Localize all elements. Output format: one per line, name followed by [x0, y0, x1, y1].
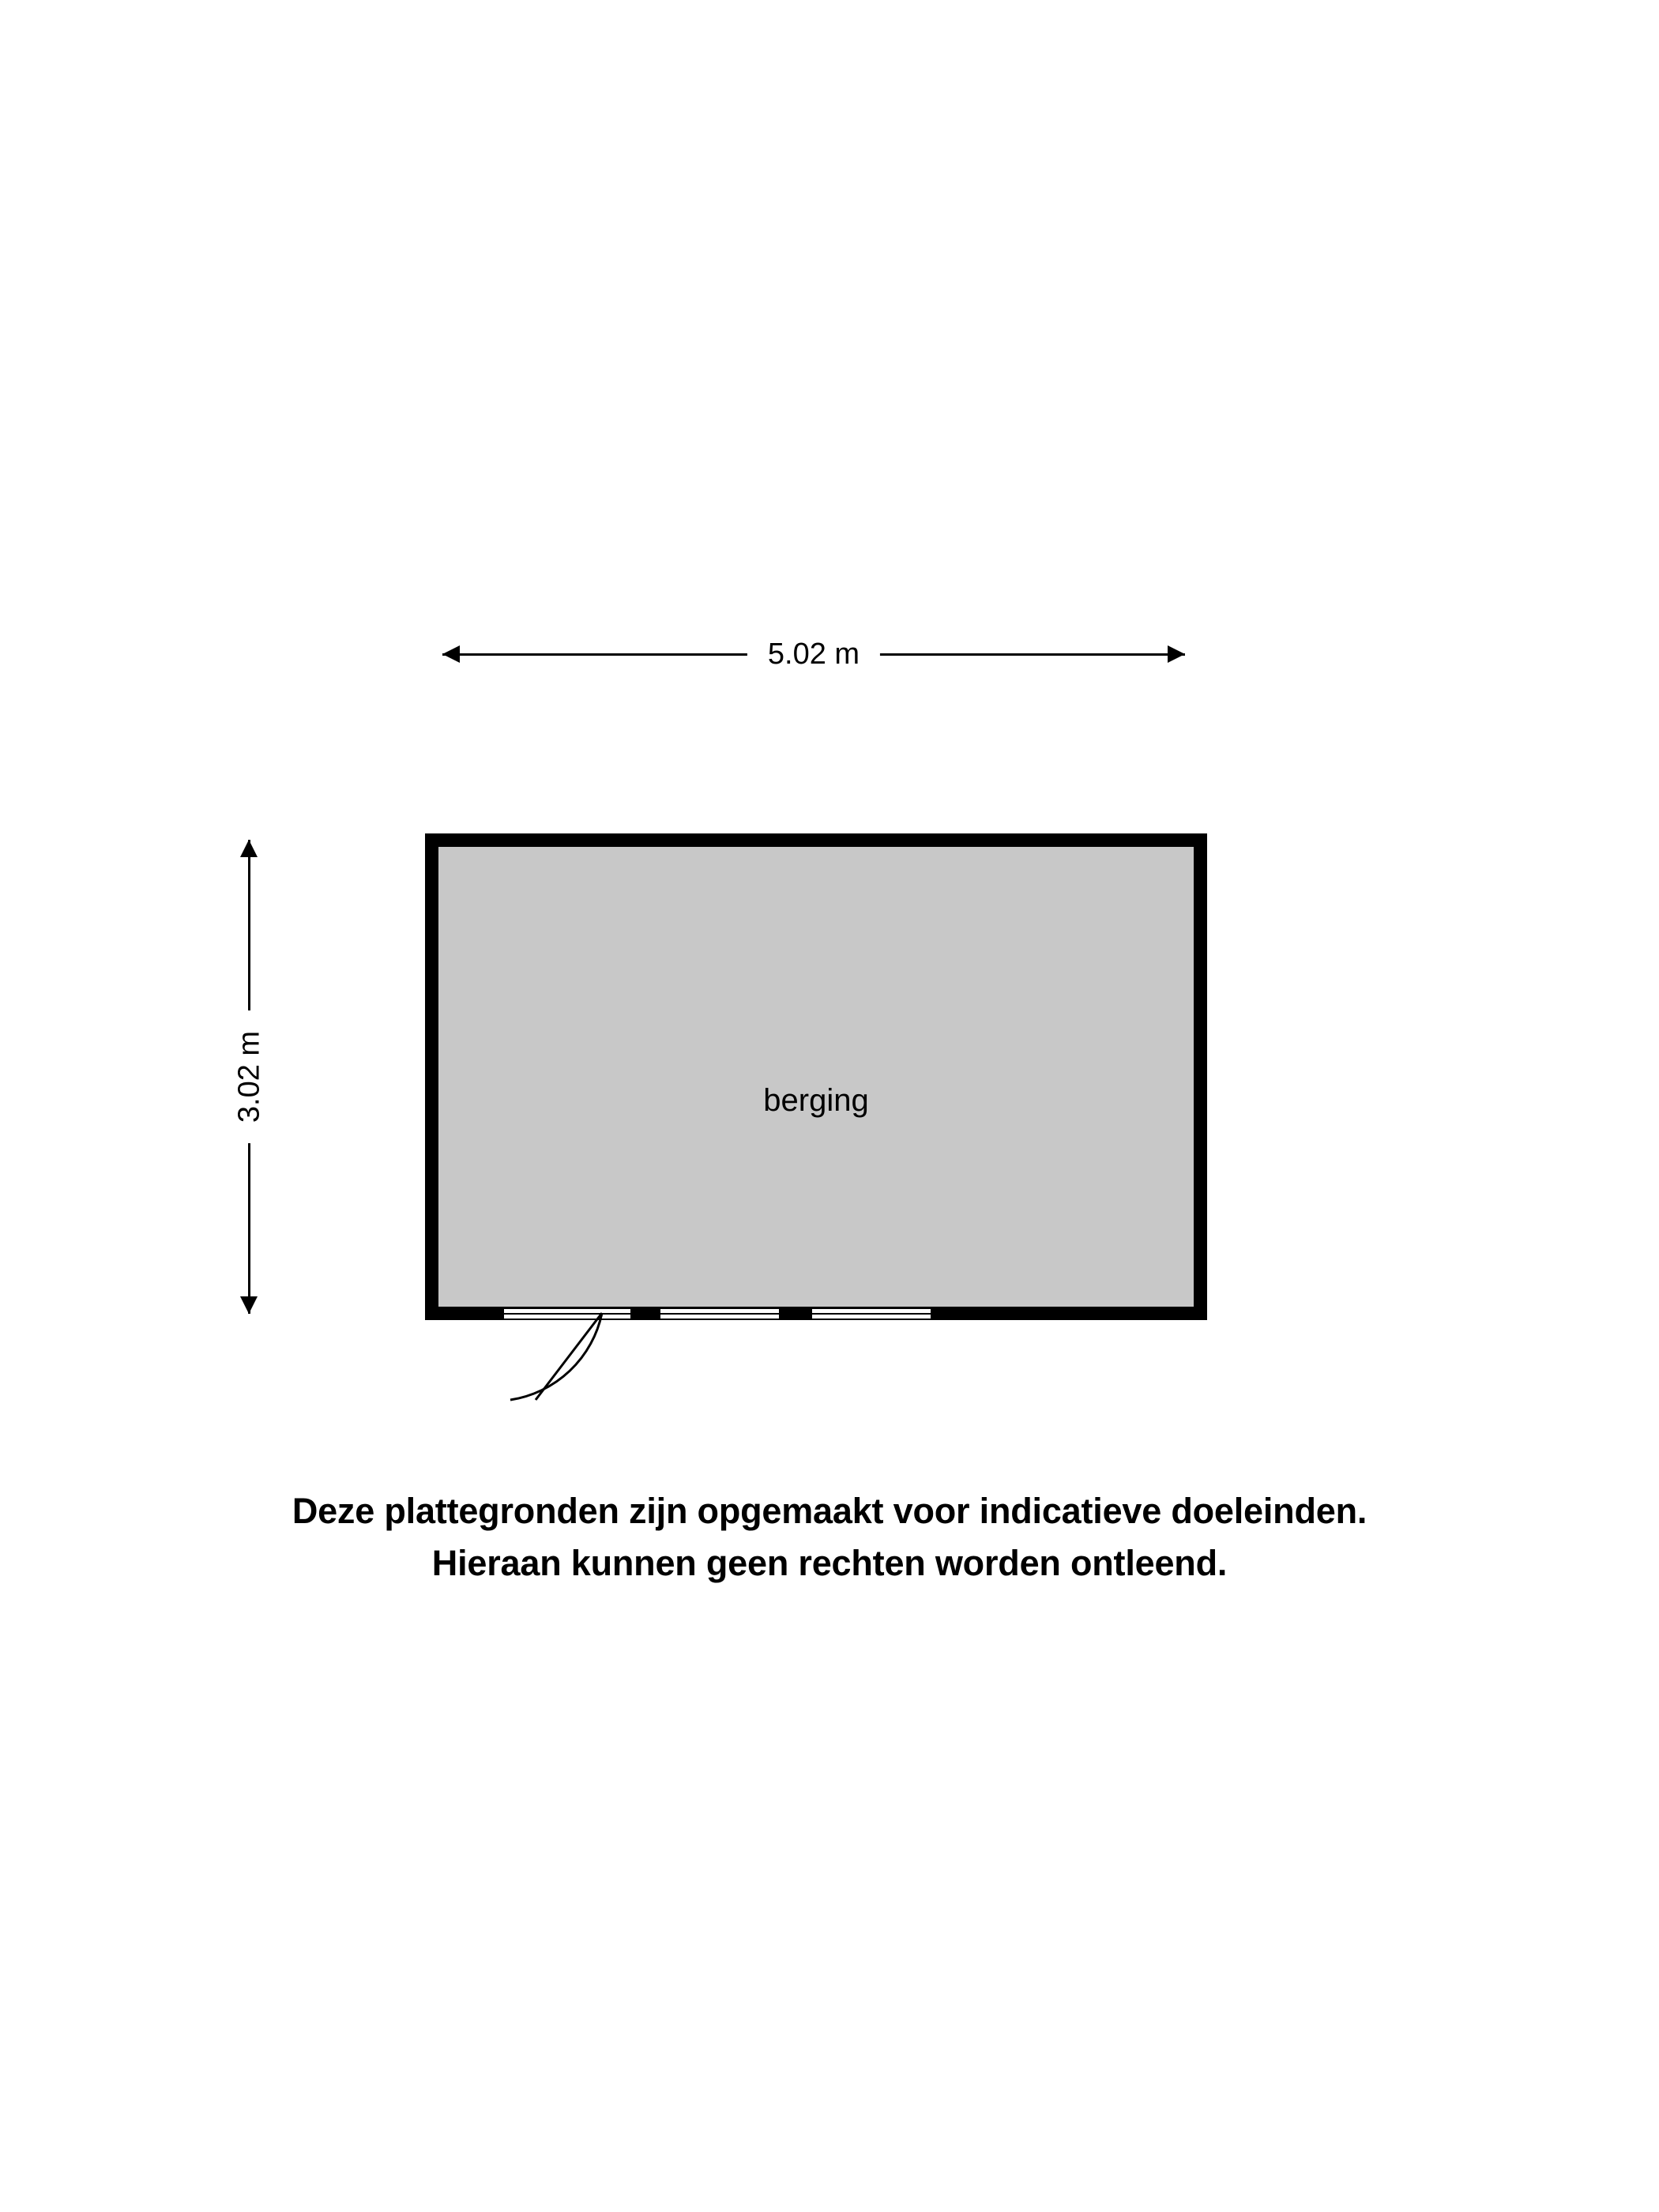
disclaimer-line-2: Hieraan kunnen geen rechten worden ontleend. [431, 1543, 1228, 1583]
window-mullion [812, 1313, 931, 1315]
window-mullion [660, 1313, 779, 1315]
dimension-height-arrow-bottom-icon [240, 1296, 258, 1314]
dimension-height [233, 840, 266, 1314]
dimension-width-arrow-right-icon [1168, 645, 1185, 663]
dimension-width-label: 5.02 m [747, 638, 880, 671]
dimension-width-arrow-left-icon [442, 645, 460, 663]
disclaimer-text [0, 1485, 1659, 1589]
room-label-berging: berging [763, 1083, 869, 1118]
dimension-height-arrow-top-icon [240, 840, 258, 857]
window-bottom-2 [660, 1307, 779, 1320]
room-berging [425, 833, 1207, 1320]
door-swing-icon [490, 1311, 648, 1422]
disclaimer-line-1: Deze plattegronden zijn opgemaakt voor indicatieve doeleinden. [292, 1491, 1367, 1531]
dimension-height-label: 3.02 m [234, 1010, 266, 1143]
window-bottom-3 [812, 1307, 931, 1320]
dimension-width [442, 638, 1185, 670]
room-floor-area [438, 847, 1194, 1307]
